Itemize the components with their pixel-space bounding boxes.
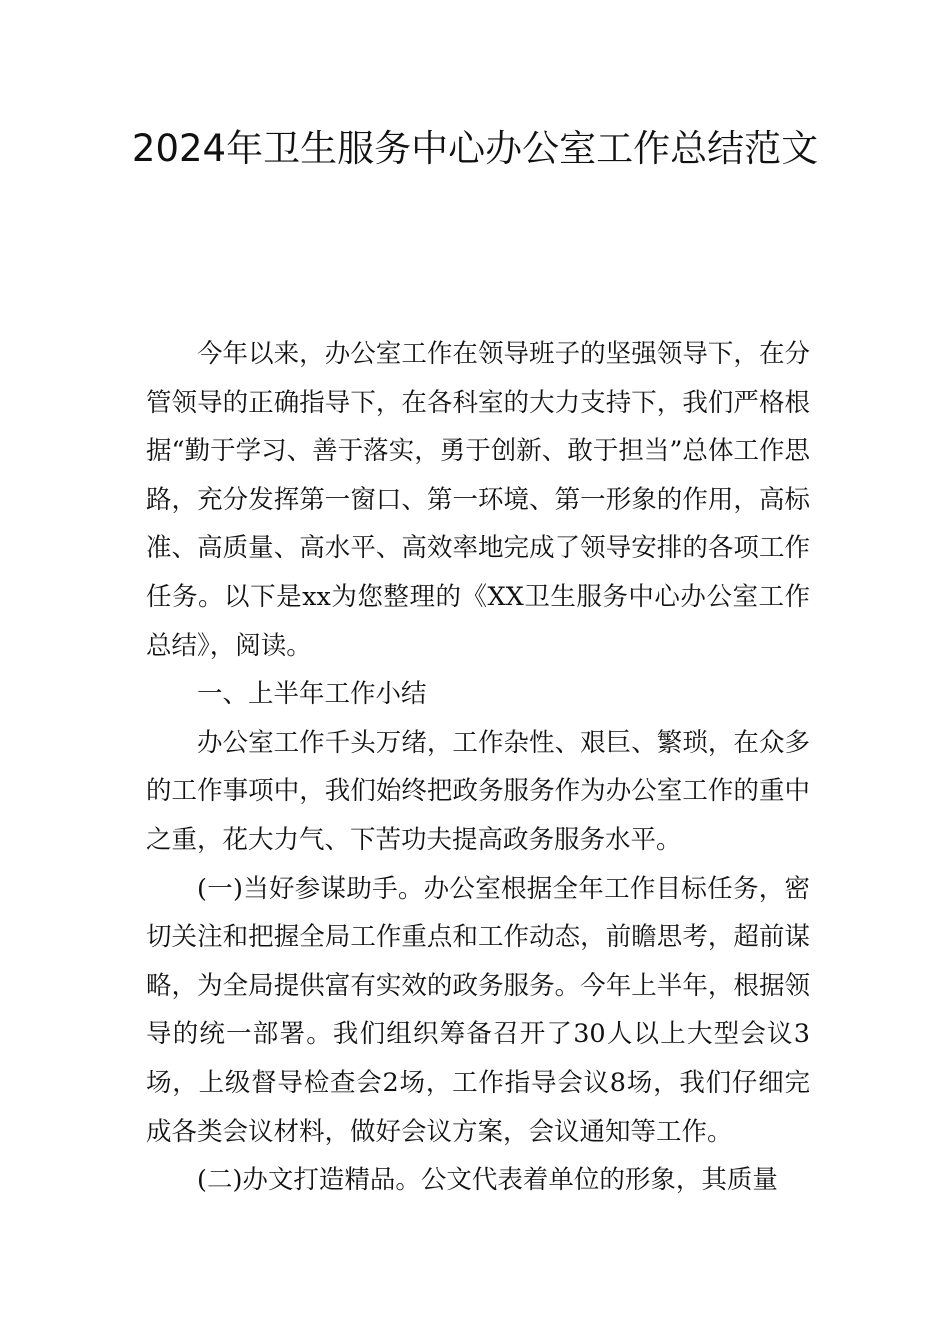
paragraph-item-1: (一)当好参谋助手。办公室根据全年工作目标任务，密切关注和把握全局工作重点和工作动态，前瞻思考，超前谋略，为全局提供富有实效的政务服务。今年上半年，根据领导的统一部署。我们组织筹备召开了30人以上大型会议3场，上级督导检查会2场，工作指导会议8场，我们仔细完成各类会议材料，做好会议方案，会议通知等工作。 [146,873,810,1147]
paragraph-item-2: (二)办文打造精品。公文代表着单位的形象，其质量 [197,1165,778,1196]
document-body [146,330,810,1205]
section-heading-1: 一、上半年工作小结 [197,679,427,710]
paragraph-section-1: 办公室工作千头万绪，工作杂性、艰巨、繁琐，在众多的工作事项中，我们始终把政务服务作为办公室工作的重中之重，花大力气、下苦功夫提高政务服务水平。 [146,727,810,855]
document-title: 2024年卫生服务中心办公室工作总结范文 [131,127,819,170]
paragraph-intro: 今年以来，办公室工作在领导班子的坚强领导下，在分管领导的正确指导下，在各科室的大力支持下，我们严格根据“勤于学习、善于落实，勇于创新、敢于担当”总体工作思路，充分发挥第一窗口、第一环境、第一形象的作用，高标准、高质量、高水平、高效率地完成了领导安排的各项工作任务。以下是xx为您整理的《XX卫生服务中心办公室工作总结》，阅读。 [146,339,810,661]
